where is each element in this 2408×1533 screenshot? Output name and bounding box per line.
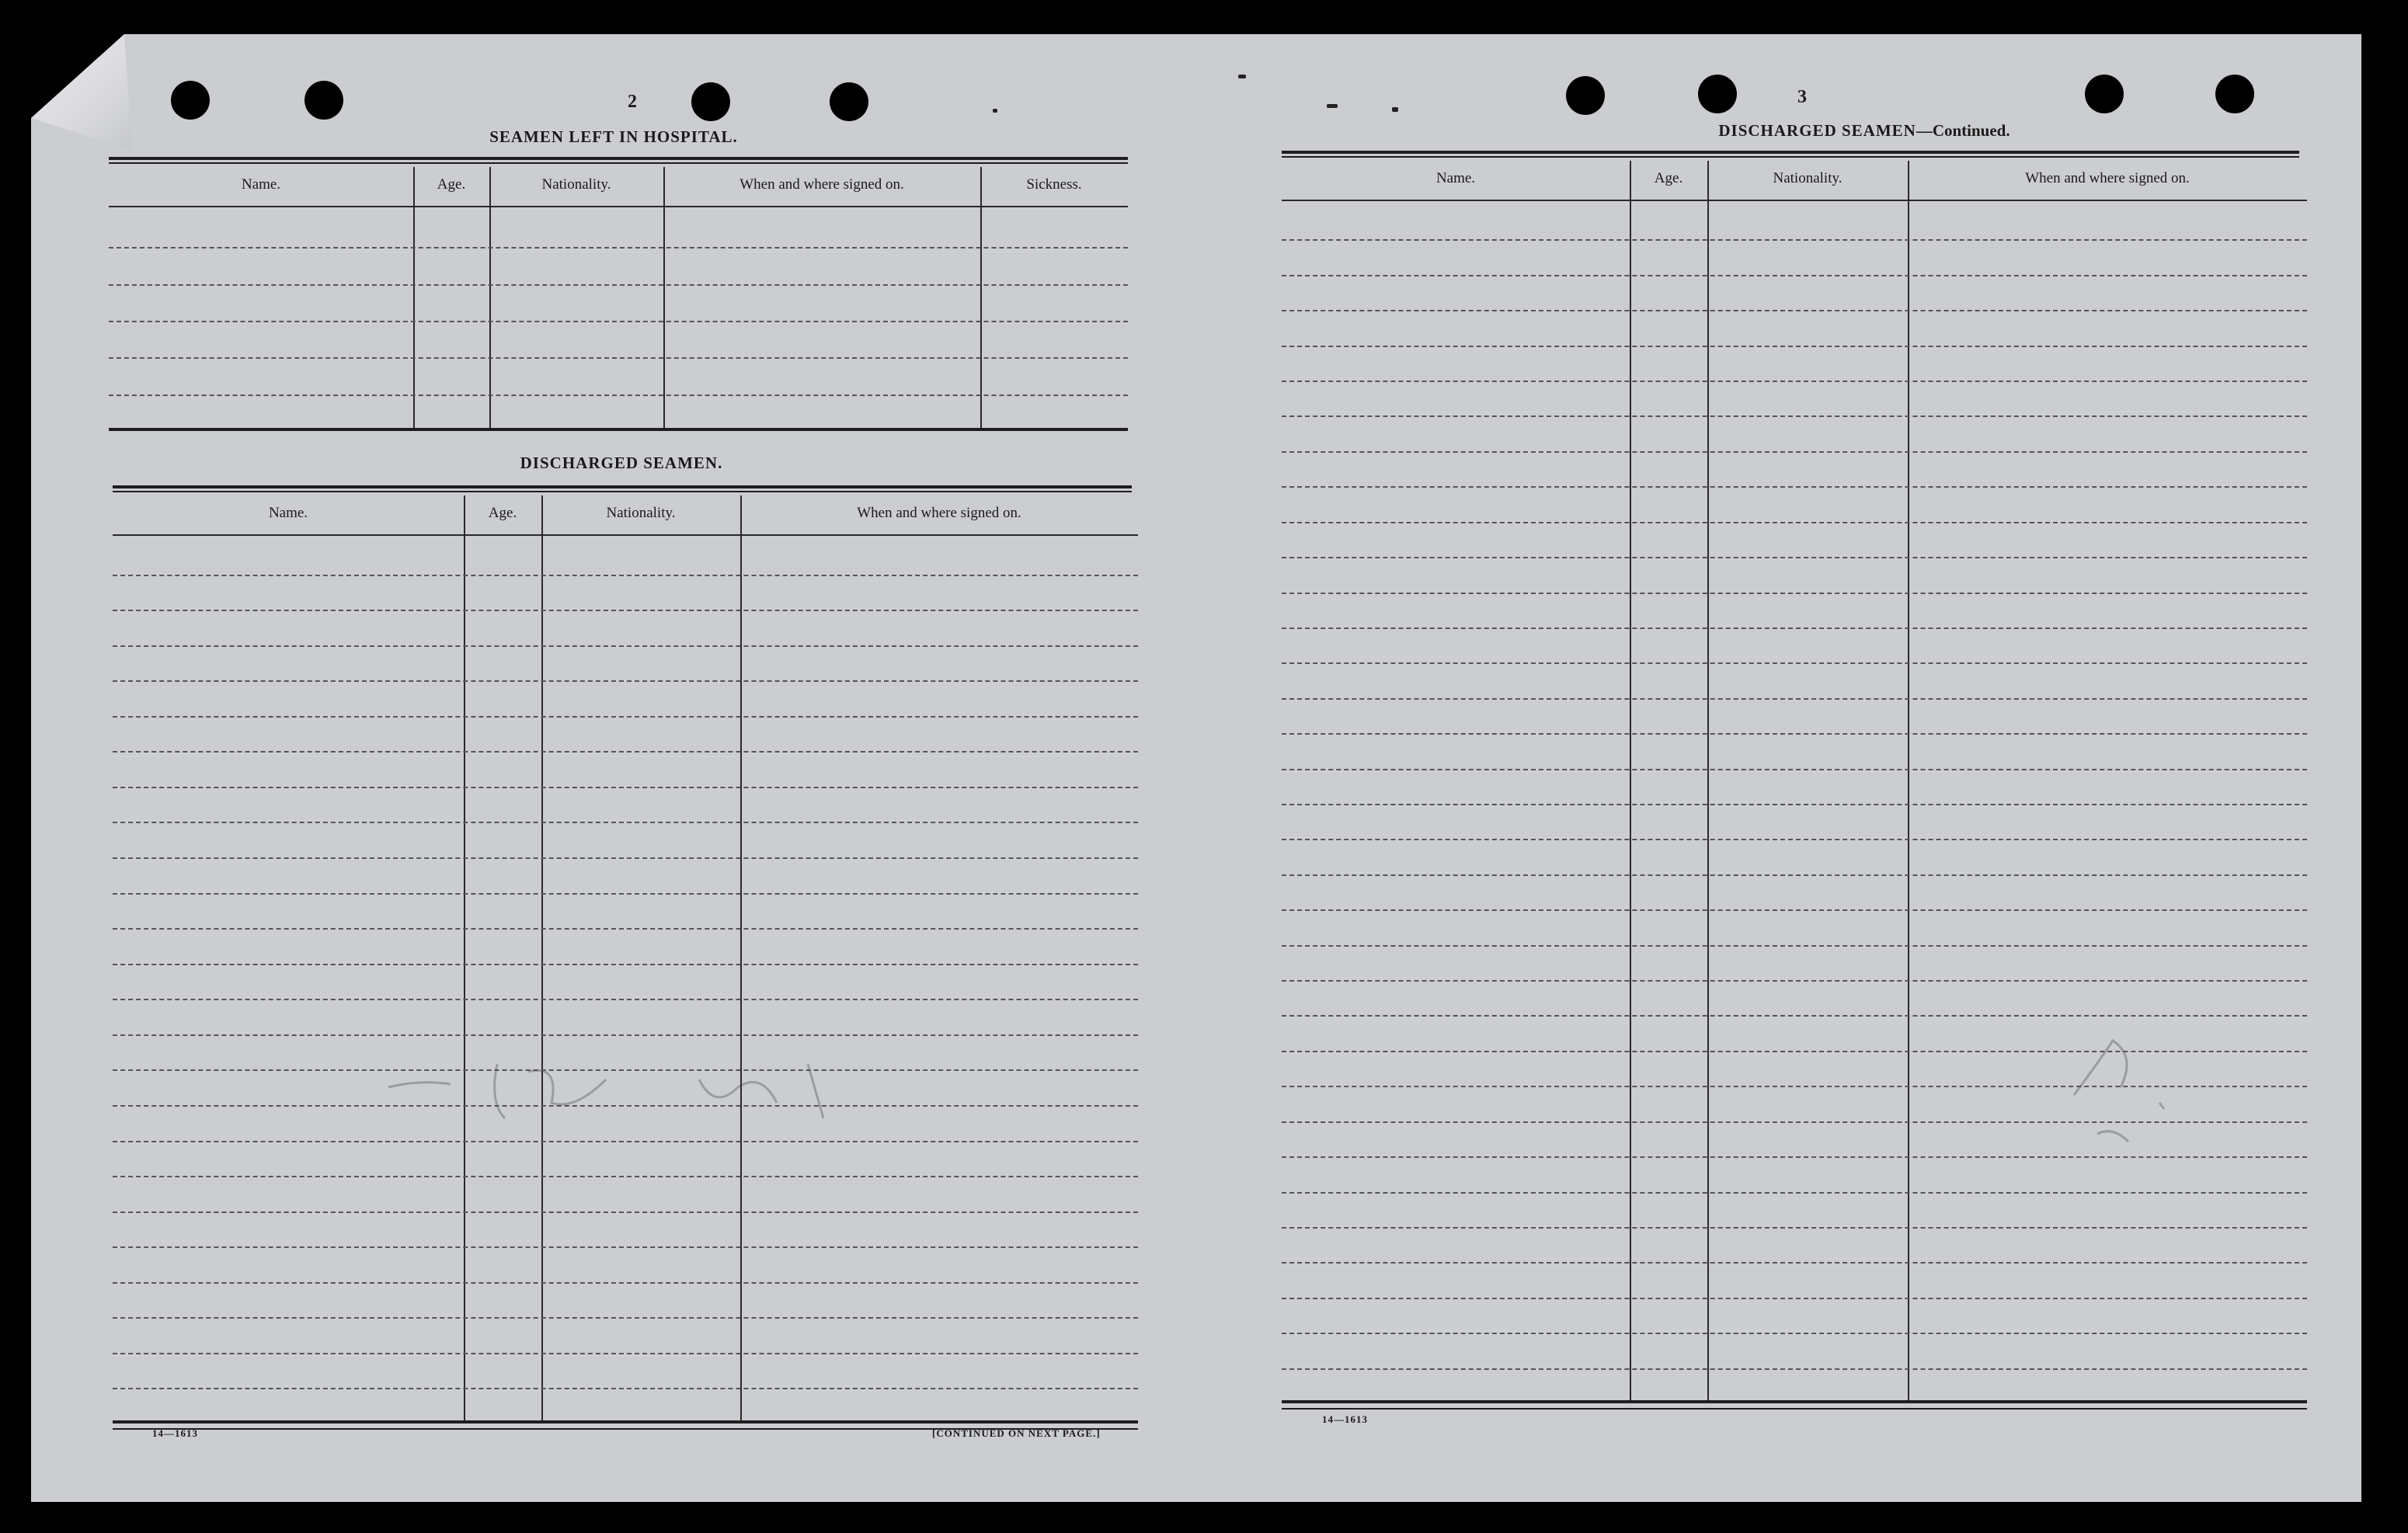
table-row <box>113 680 1138 682</box>
table-row <box>113 575 1138 576</box>
table-row <box>1282 1262 2307 1264</box>
table-row <box>1282 1192 2307 1194</box>
column-header: Nationality. <box>606 505 676 521</box>
table-row <box>1282 662 2307 664</box>
table-row <box>1282 980 2307 982</box>
punch-hole <box>830 82 868 121</box>
punch-hole <box>2215 75 2254 113</box>
table-row <box>1282 1051 2307 1052</box>
table-row <box>1282 804 2307 805</box>
table-row <box>113 893 1138 895</box>
table-row <box>1282 381 2307 382</box>
table-row <box>1282 874 2307 876</box>
column-header: Sickness. <box>1026 176 1082 193</box>
column-header: Name. <box>241 176 281 193</box>
table-row <box>113 1211 1138 1213</box>
ink-speck <box>1327 104 1338 108</box>
table-row <box>1282 415 2307 417</box>
table-row <box>113 716 1138 718</box>
column-divider <box>740 495 742 1424</box>
punch-hole <box>304 81 343 120</box>
table-row <box>113 1069 1138 1071</box>
punch-hole <box>2085 75 2124 113</box>
table-bottom-rule <box>1282 1408 2307 1410</box>
table-row <box>113 857 1138 859</box>
column-divider <box>1908 161 1909 1403</box>
ink-speck <box>993 109 997 113</box>
table-row <box>109 247 1128 249</box>
column-divider <box>489 167 491 431</box>
table-row <box>1282 1086 2307 1087</box>
column-header: When and where signed on. <box>2025 170 2190 186</box>
section-title-discharged: DISCHARGED SEAMEN. <box>520 454 723 472</box>
column-divider <box>663 167 665 431</box>
table-row <box>1282 698 2307 700</box>
table-row <box>113 1034 1138 1036</box>
section-title-hospital: SEAMEN LEFT IN HOSPITAL. <box>489 127 738 146</box>
table-row <box>113 964 1138 965</box>
column-header: Nationality. <box>541 176 611 193</box>
table-row <box>113 999 1138 1000</box>
table-row <box>1282 275 2307 276</box>
column-header: Age. <box>1654 170 1683 186</box>
discharged-continued-table <box>1282 161 2307 1403</box>
continued-note: [CONTINUED ON NEXT PAGE.] <box>932 1427 1101 1439</box>
title-suffix: —Continued. <box>1916 121 2010 140</box>
column-header: Age. <box>488 505 517 521</box>
table-row <box>1282 1298 2307 1299</box>
column-divider <box>1630 161 1631 1403</box>
punch-hole <box>171 81 210 120</box>
table-row <box>113 610 1138 611</box>
punch-hole <box>1566 76 1605 115</box>
column-divider <box>980 167 982 431</box>
table-row <box>1282 593 2307 594</box>
title-main: DISCHARGED SEAMEN <box>1718 121 1916 140</box>
column-divider <box>1707 161 1709 1403</box>
table-row <box>109 395 1128 396</box>
table-row <box>1282 909 2307 911</box>
table-row <box>1282 1227 2307 1229</box>
form-number: 14—1613 <box>1322 1413 1368 1425</box>
table-row <box>113 1388 1138 1389</box>
column-divider <box>541 495 543 1424</box>
table-row <box>113 1176 1138 1177</box>
table-row <box>109 321 1128 322</box>
column-header: When and where signed on. <box>857 505 1021 521</box>
table-row <box>1282 486 2307 488</box>
table-row <box>1282 1121 2307 1123</box>
table-row <box>113 1282 1138 1284</box>
column-header: Age. <box>437 176 466 193</box>
ink-speck <box>1392 107 1398 112</box>
table-row <box>1282 310 2307 311</box>
table-row <box>1282 839 2307 840</box>
column-divider <box>413 167 415 431</box>
section-title-discharged-continued <box>1554 121 2175 141</box>
table-row <box>1282 627 2307 629</box>
table-row <box>1282 239 2307 241</box>
table-bottom-rule <box>109 428 1128 431</box>
table-row <box>113 787 1138 788</box>
table-row <box>1282 733 2307 735</box>
discharged-table <box>113 495 1138 1424</box>
table-row <box>113 751 1138 753</box>
table-row <box>1282 1015 2307 1017</box>
table-row <box>1282 1368 2307 1370</box>
table-row <box>113 1246 1138 1248</box>
column-header: Nationality. <box>1773 170 1843 186</box>
table-row <box>113 1141 1138 1142</box>
table-row <box>1282 346 2307 347</box>
table-row <box>113 822 1138 823</box>
table-row <box>1282 945 2307 947</box>
table-row <box>1282 451 2307 453</box>
column-header: Name. <box>1435 170 1476 186</box>
column-header: Name. <box>268 505 308 521</box>
table-row <box>1282 522 2307 523</box>
table-bottom-rule <box>113 1420 1138 1424</box>
table-bottom-rule <box>1282 1400 2307 1403</box>
form-number: 14—1613 <box>152 1427 198 1439</box>
page-number: 2 <box>628 92 637 112</box>
punch-hole <box>1698 75 1737 113</box>
ink-speck <box>1238 75 1246 78</box>
punch-hole <box>691 82 730 121</box>
table-row <box>1282 557 2307 558</box>
page-number: 3 <box>1797 87 1807 107</box>
table-row <box>1282 1333 2307 1334</box>
table-row <box>113 1353 1138 1354</box>
table-row <box>113 1317 1138 1319</box>
table-row <box>113 645 1138 647</box>
table-row <box>113 1105 1138 1107</box>
table-row <box>109 284 1128 286</box>
table-row <box>113 928 1138 930</box>
table-row <box>109 357 1128 359</box>
table-row <box>1282 1156 2307 1158</box>
hospital-table <box>109 167 1128 431</box>
column-divider <box>464 495 465 1424</box>
table-row <box>1282 769 2307 770</box>
column-header: When and where signed on. <box>739 176 904 193</box>
